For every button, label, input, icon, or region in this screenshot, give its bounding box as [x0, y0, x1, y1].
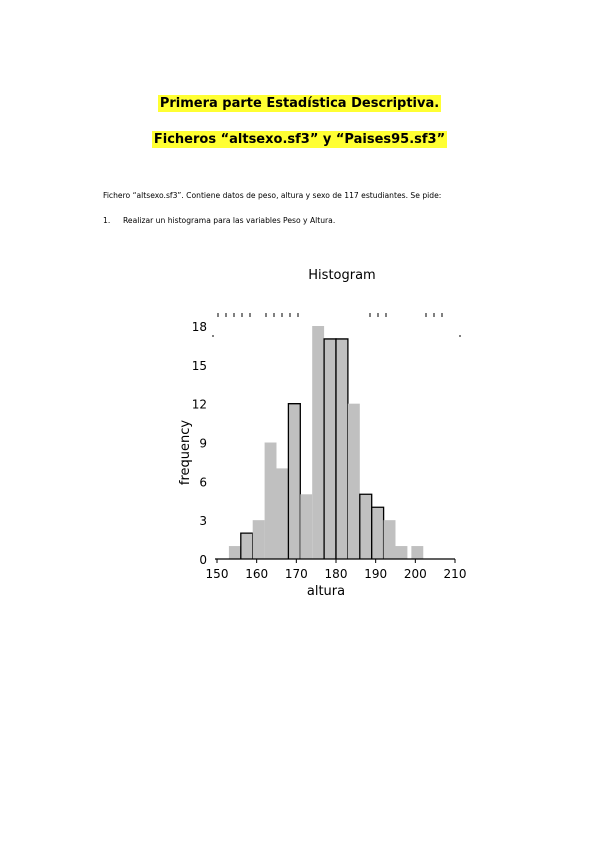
histogram-bar: [348, 404, 360, 559]
x-tick-label: 190: [364, 567, 388, 581]
intro-paragraph: Fichero “altsexo.sf3”. Contiene datos de peso, altura y sexo de 117 estudiantes. Se pide:: [103, 191, 442, 200]
histogram-bar: [241, 533, 253, 559]
subtitle-highlight: Ficheros “altsexo.sf3” y “Paises95.sf3”: [153, 132, 446, 147]
histogram-bar: [324, 339, 336, 559]
x-tick-label: 180: [324, 567, 348, 581]
histogram-bar: [229, 546, 241, 559]
histogram-bar: [265, 443, 277, 560]
chart-title: Histogram: [308, 268, 376, 283]
title-highlight: Primera parte Estadística Descriptiva.: [159, 96, 440, 111]
histogram-bar: [336, 339, 348, 559]
list-item: [103, 216, 335, 225]
x-tick-label: 150: [205, 567, 229, 581]
y-tick-label: 18: [191, 320, 207, 334]
histogram-bar: [312, 326, 324, 559]
x-tick-label: 200: [403, 567, 427, 581]
y-tick-label: 6: [199, 475, 207, 490]
x-tick-label: 210: [443, 567, 467, 581]
document-title: [0, 96, 599, 111]
y-tick-label: 12: [191, 397, 207, 412]
histogram-bar: [253, 520, 265, 559]
histogram-bar: [288, 404, 300, 559]
y-tick-label: 15: [191, 358, 207, 373]
histogram-bar: [372, 507, 384, 559]
y-tick-label: 0: [199, 553, 207, 567]
histogram-bar: [411, 546, 423, 559]
histogram-bar: [384, 520, 396, 559]
histogram-bar: [277, 468, 289, 559]
list-item-text: Realizar un histograma para las variables Peso y Altura.: [123, 216, 336, 225]
histogram-bar: [300, 494, 312, 559]
y-tick-label: 9: [199, 436, 207, 451]
x-axis-label: altura: [306, 584, 346, 599]
list-item-number: 1.: [103, 216, 111, 225]
y-tick-label: 3: [199, 514, 207, 529]
histogram-bar: [396, 546, 408, 559]
histogram-bar: [360, 494, 372, 559]
x-tick-label: 170: [284, 567, 308, 581]
histogram-chart: [170, 262, 480, 607]
x-tick-label: 160: [245, 567, 269, 581]
document-subtitle: [0, 132, 599, 147]
y-axis-label: frequency: [178, 419, 193, 486]
